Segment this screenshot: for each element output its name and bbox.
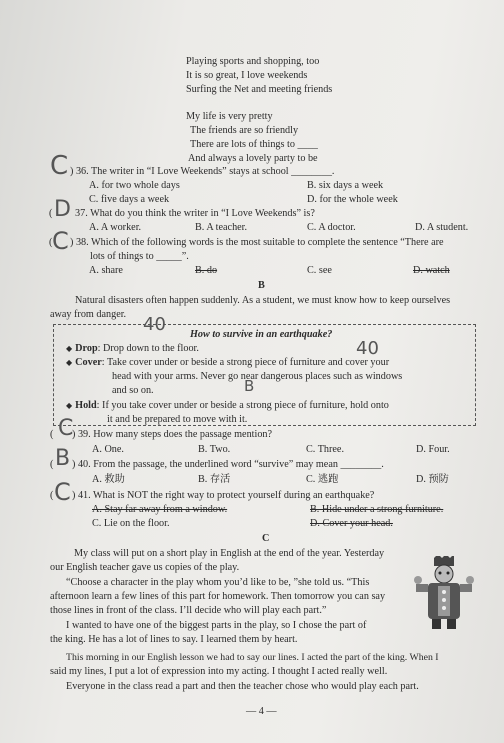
option: D. Cover your head. [310,518,393,529]
diamond-icon: ◆ [66,401,73,410]
page-number: — 4 — [246,706,277,717]
option: A. A worker. [89,222,142,233]
tip-cover-line: head with your arms. Never go near dangerous places such as windows [112,371,403,382]
option: A. Stay far away from a window. [92,504,228,515]
passage-text: those lines in front of the class. I’ll decide who will play each part.” [50,605,327,616]
passage-text: away from danger. [50,309,127,320]
passage-text: I wanted to have one of the biggest parts in the play, so I chose the part of [66,620,367,631]
option: A. One. [92,444,124,455]
option: D. A student. [415,222,469,233]
option: A. for two whole days [89,180,180,191]
passage-text: “Choose a character in the play whom you’d like to be, ”she told us. “This [66,577,370,588]
option: D. watch [413,265,450,276]
handwritten-answer: C [54,478,71,506]
handwritten-mark: B [244,377,255,395]
question-stem: 37. What do you think the writer in “I Love Weekends” is? [75,208,315,219]
option: C. 逃跑 [306,474,339,485]
option: A. 救助 [92,474,125,485]
passage-text: Natural disasters often happen suddenly. As a student, we must know how to keep ourselves [75,295,451,306]
passage-text: My class will put on a short play in English at the end of the year. Yesterday [74,548,385,559]
option: B. do [195,265,218,276]
section-label: C [262,533,270,544]
option: B. A teacher. [195,222,248,233]
poem-line: It is so great, I love weekends [186,70,308,81]
question-stem: ) 36. The writer in “I Love Weekends” stays at school ________. [70,166,335,177]
passage-text: Everyone in the class read a part and then the teacher chose who would play each part. [66,681,419,692]
passage-text: afternoon learn a few lines of this part for homework. Then tomorrow you can say [50,591,386,602]
option: B. six days a week [307,180,384,191]
poem-line: My life is very pretty [186,111,273,122]
option: C. A doctor. [307,222,356,233]
option: D. for the whole week [307,194,398,205]
handwritten-mark: 40 [356,338,379,359]
handwritten-answer: C [52,227,69,255]
question-stem: ) 40. From the passage, the underlined word “survive” may mean ________. [72,459,384,470]
handwritten-answer: D [54,197,71,222]
section-label: B [258,280,265,291]
option: C. see [307,265,332,276]
question-stem: ) 39. How many steps does the passage mention? [72,429,273,440]
diamond-icon: ◆ [66,344,73,353]
option: B. Two. [198,444,231,455]
handwritten-answer: C [50,151,69,181]
option: C. five days a week [89,194,170,205]
king-illustration [414,556,476,632]
box-title: How to survive in an earthquake? [190,329,333,340]
tip-cover: ◆ Cover: Take cover under or beside a strong piece of furniture and cover your [66,357,390,368]
passage-text: said my lines, I put a lot of expression into my acting. I thought I acted really well. [50,666,388,677]
poem-line: Surfing the Net and meeting friends [186,84,333,95]
handwritten-answer: C [58,416,74,441]
diamond-icon: ◆ [66,358,73,367]
poem-line: Playing sports and shopping, too [186,56,320,67]
question-stem: ) 41. What is NOT the right way to protect yourself during an earthquake? [72,490,375,501]
poem-line: There are lots of things to ____ [190,139,318,150]
passage-text: the king. He has a lot of lines to say. I learned them by heart. [50,634,298,645]
question-stem-continued: lots of things to _____”. [90,251,189,262]
question-stem: ) 38. Which of the following words is the most suitable to complete the sentence “There are [70,237,444,248]
option: D. 预防 [416,474,449,485]
passage-text: our English teacher gave us copies of the play. [50,562,240,573]
tip-hold: ◆ Hold: If you take cover under or beside a strong piece of furniture, hold onto [66,400,389,411]
tip-hold-line: it and be prepared to move with it. [107,414,248,425]
option: C. Lie on the floor. [92,518,170,529]
option: B. Hide under a strong furniture. [310,504,444,515]
passage-text: This morning in our English lesson we had to say our lines. I acted the part of the king. When I [66,652,439,663]
poem-line: The friends are so friendly [190,125,299,136]
option: D. Four. [416,444,450,455]
handwritten-mark: 40 [143,314,166,335]
tip-drop: ◆ Drop: Drop down to the floor. [66,343,199,354]
option: A. share [89,265,123,276]
option: B. 存活 [198,474,231,485]
option: C. Three. [306,444,345,455]
handwritten-answer: B [55,446,71,471]
poem-line: And always a lovely party to be [188,153,318,164]
tip-cover-line: and so on. [112,385,154,396]
worksheet-page: Playing sports and shopping, too It is so great, I love weekends Surfing the Net and meeting friends My life is very pretty The friends are so friendly There are lots of things to ____ And always a lovely party to be C ) 36. The writer in “I Love Weekends” stays at school ________. A. for two whole days B. six days a week C. five days a week D. for the whole week D ( 37. What do you think the writer in “I Love Weekends” is? A. A worker. B. A teacher. C. A doctor. D. A student. C ( ) 38. Which of the following words is the most suitable to complete the sentence “There are lots of things to _____”. A. share B. do C. see D. watch B Natural disasters often happen suddenly. As a student, we must know how to keep ourselves away from danger. How to survive in an earthquake? 40 ◆ Drop: Drop down to the floor. ◆ Cover: Take cover under or beside a strong piece of furniture and cover your 40 head with your arms. Never go near dangerous places such as windows and so on. B ◆ Hold: If you take cover under or beside a strong piece of furniture, hold onto it and be prepared to move with it. C ( ) 39. How many steps does the passage mention? A. One. B. Two. C. Three. D. Four. B ( ) 40. From the passage, the underlined word “survive” may mean ________. A. 救助 B. 存活 C. 逃跑 D. 预防 C ( ) 41. What is NOT the right way to protect yourself during an earthquake? A. Stay far away from a window. B. Hide under a strong furniture. C. Lie on the floor. D. Cover your head. C My class will put on a short play in English at the end of the year. Yesterday our English teacher gave us copies of the play. “Choose a character in the play whom you’d like to be, ”she told us. “This afternoon learn a few lines of this part for homework. Then tomorrow you can say those lines in front of the class. I’ll decide who will play each part.” I wanted to have one of the biggest parts in the play, so I chose the part of the king. He has a lot of lines to say. I learned them by heart. This morning in our English lesson we had to say our lines. I acted the part of the king. When I said my lines, I put a lot of expression into my acting. I thought I acted really well. Everyone in the class read a part and then the teacher chose who would play each part. — 4 — [0,0,504,743]
